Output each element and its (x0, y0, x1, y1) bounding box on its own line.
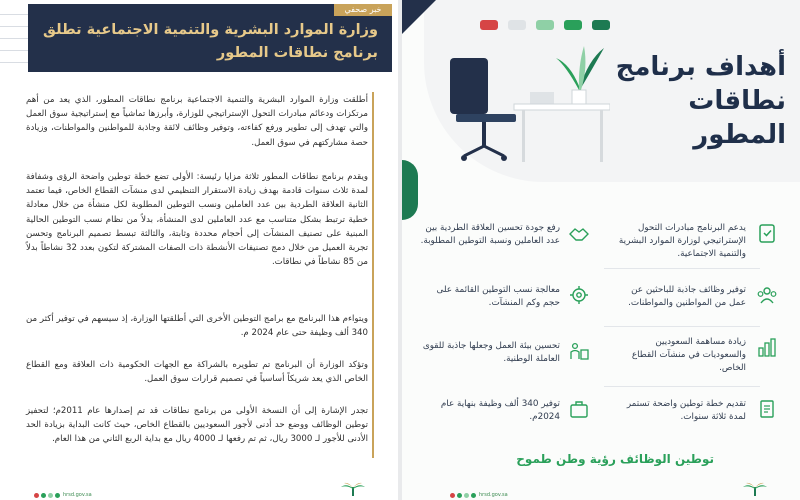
press-release-header (28, 4, 392, 72)
goal-left-3: تحسين بيئة العمل وجعلها جاذبة للقوى العاملة الوطنية. (422, 341, 560, 364)
decorative-line (0, 50, 28, 51)
mint-pill-icon (536, 20, 554, 30)
paragraph-5: تجدر الإشارة إلى أن النسخة الأولى من برنامج نطاقات قد تم إصدارها عام 2011م؛ لتحفيز توطين الوظائف ووضع حد أدنى لأجور السعوديين بالقطاع الخاص، حيث كانت البداية بزيادة الحد الأدنى للأجور لـ 3000 ريال، ثم تم رفعها لـ 4000 ريال مع بداية الربع الثاني من هذا العام. (26, 406, 368, 445)
paragraph-1: أطلقت وزارة الموارد البشرية والتنمية الاجتماعية برنامج نطاقات المطور، الذي يعد من أهم مرتكزات ودعائم مبادرات التحول الإستراتيجي للوزارة، وأبرزها تماشياً مع إستراتيجية سوق العمل والتي تهدف إلى تطوير ورفع كفاءته، وتوفير وظائف لائقة وجاذبة للمواطنين والمواطنات، وزيادة حصة مشاركتهم في سوق العمل. (26, 95, 368, 148)
jobs-briefcase-icon (568, 398, 590, 420)
goals-title (596, 50, 786, 152)
paragraph-4: وتؤكد الوزارة أن البرنامج تم تطويره بالشراكة مع الجهات الحكومية ذات العلاقة ومع القطاع الخاص الذي يعد شريكاً أساسياً في تصميم قرارات سوق العمل. (26, 360, 368, 385)
goal-right-4: تقديم خطة توطين واضحة تستمر لمدة ثلاثة سنوات. (626, 399, 746, 422)
divider (604, 268, 760, 269)
color-dot (471, 493, 476, 498)
goal-right-3: زيادة مساهمة السعوديين والسعوديات في منشآت القطاع الخاص. (631, 337, 746, 373)
decorative-line (0, 38, 28, 39)
bar-chart-icon (756, 336, 778, 358)
color-dot (457, 493, 462, 498)
color-dot (464, 493, 469, 498)
goal-right-1: يدعم البرنامج مبادرات التحول الإستراتيجي لوزارة الموارد البشرية والتنمية الاجتماعية. (618, 223, 746, 259)
green-arc-decoration (402, 160, 418, 220)
workplace-icon (568, 340, 590, 362)
color-dot (41, 493, 46, 498)
title-line-1: وزارة الموارد البشرية والتنمية الاجتماعية تطلق (43, 22, 378, 38)
color-dot (450, 493, 455, 498)
handshake-icon (568, 222, 590, 244)
press-release-page (0, 0, 398, 500)
corner-decoration (402, 0, 436, 34)
press-release-title (38, 19, 378, 65)
document-plan-icon (756, 398, 778, 420)
goals-title-line-2: نطاقات المطور (688, 86, 786, 150)
palm-logo-icon (742, 482, 768, 496)
goal-left-4: توفير 340 ألف وظيفة بنهاية عام 2024م. (440, 399, 560, 422)
press-release-badge: خبر صحفي (334, 4, 392, 16)
red-pill-icon (480, 20, 498, 30)
decorative-line (0, 14, 28, 15)
divider (604, 326, 760, 327)
gear-icon (568, 284, 590, 306)
title-line-2: برنامج نطاقات المطور (216, 45, 378, 61)
goal-left-2: معالجة نسب التوطين القائمة على حجم وكم المنشآت. (436, 285, 560, 308)
palm-logo-icon (340, 482, 366, 496)
goal-left-1: رفع جودة تحسين العلاقة الطردية بين عدد العاملين ونسبة التوطين المطلوبة. (420, 223, 560, 246)
divider (604, 386, 760, 387)
goals-title-line-1: أهداف برنامج (615, 52, 786, 82)
paragraph-2: ويقدم برنامج نطاقات المطور ثلاثة مزايا رئيسة: الأولى تضع خطة توطين واضحة الرؤى وشفافة لمدة ثلاث سنوات قادمة بهدف زيادة الاستقرار التنظيمي لدى منشآت القطاع الخاص، فيما تعتمد الثانية العلاقة الطردية بين عدد العاملين ونسب التوطين المطلوبة لكل منشأة من خلال معادلة خطية ترتبط بشكل متناسب مع عدد العاملين لدى المنشأة، بدلاً من نظام نسب التوطين الحالية المبنية على تصنيف المنشآت إلى أحجام محددة وثابتة، والثالثة تبسط تصميم البرنامج وتحسن تجربة العميل من خلال دمج تصنيفات الأنشطة ذات الصفات المشتركة لتكون بعدد 32 نشاطاً بدلاً من 85 نشاطاً في نطاقات. (26, 172, 369, 268)
office-desk-chair-icon (438, 36, 610, 168)
dark-green-pill-icon (592, 20, 610, 30)
clipboard-check-icon (756, 222, 778, 244)
decorative-line (0, 62, 28, 63)
program-goals-page (402, 0, 800, 500)
footer-url: hrsd.gov.sa (63, 492, 92, 498)
green-pill-icon (564, 20, 582, 30)
people-group-icon (756, 284, 778, 306)
color-dot (48, 493, 53, 498)
footer-url: hrsd.gov.sa (479, 492, 508, 498)
gold-rule (372, 92, 374, 458)
slogan: توطين الوظائف رؤية وطن طموح (516, 452, 714, 466)
grey-pill-icon (508, 20, 526, 30)
paragraph-3: ويتواءم هذا البرنامج مع برامج التوطين الأخرى التي أطلقتها الوزارة، إذ سيسهم في توفير أكثر من 340 ألف وظيفة حتى عام 2024 م. (26, 314, 368, 339)
goal-right-2: توفير وظائف جاذبة للباحثين عن عمل من المواطنين والمواطنات. (628, 285, 746, 308)
color-dot (34, 493, 39, 498)
decorative-line (0, 26, 28, 27)
color-dot (55, 493, 60, 498)
